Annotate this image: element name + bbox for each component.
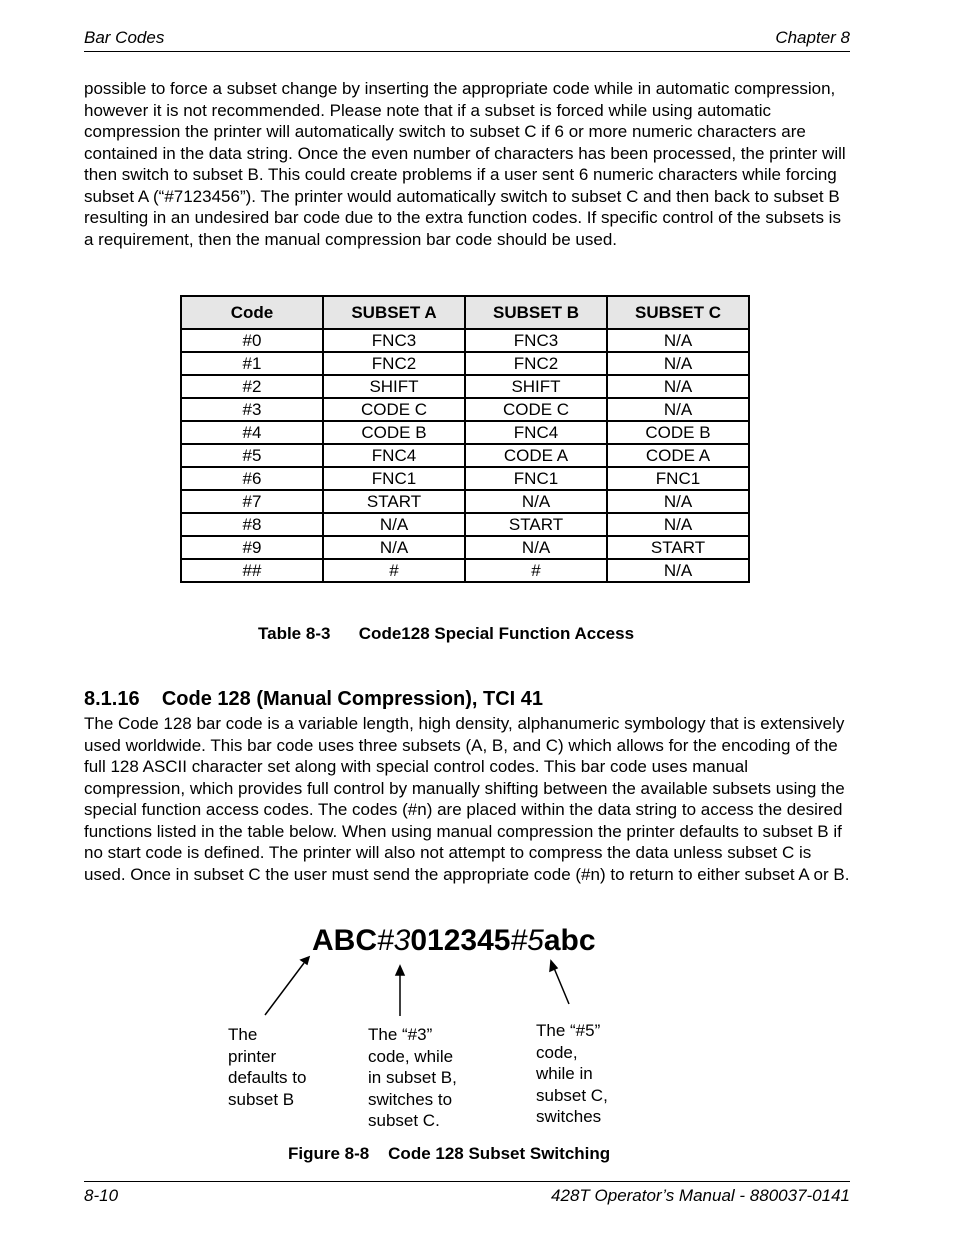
table-cell: # [465, 559, 607, 582]
note-line: subset C. [368, 1111, 440, 1130]
table-cell: N/A [323, 513, 465, 536]
table-cell: CODE A [607, 444, 749, 467]
table-cell: FNC3 [323, 329, 465, 352]
table-cell: CODE A [465, 444, 607, 467]
arrow-line [265, 963, 304, 1015]
table-caption-title: Code128 Special Function Access [358, 624, 635, 643]
table-cell: #2 [181, 375, 323, 398]
example-part: 012345 [410, 924, 511, 957]
note-default-subset [228, 1024, 306, 1110]
arrow-head [550, 961, 557, 971]
table-cell: ## [181, 559, 323, 582]
section-heading: 8.1.16 Code 128 (Manual Compression), TCI 41 [84, 688, 544, 710]
figure-caption-title: Code 128 Subset Switching [388, 1144, 611, 1163]
table-cell: CODE C [465, 398, 607, 421]
table-cell: FNC4 [465, 421, 607, 444]
page-footer [84, 1186, 850, 1208]
table-cell: #4 [181, 421, 323, 444]
note-line: subset C, [536, 1085, 608, 1105]
example-control-code: #5 [510, 924, 544, 957]
table-cell: FNC4 [323, 444, 465, 467]
table-cell: N/A [607, 329, 749, 352]
note-code-3 [368, 1024, 457, 1132]
example-part: abc [543, 924, 596, 957]
table-cell: N/A [323, 536, 465, 559]
note-line: The “#3” [368, 1025, 433, 1044]
note-code-5 [536, 1020, 608, 1128]
figure-caption-number: Figure 8-8 [288, 1144, 370, 1163]
table-cell: N/A [607, 490, 749, 513]
table-cell: #0 [181, 329, 323, 352]
note-line: The “#5” [536, 1021, 601, 1040]
arrow-head [301, 957, 309, 964]
table-cell: FNC3 [465, 329, 607, 352]
table-cell: START [465, 513, 607, 536]
note-line: The [228, 1025, 258, 1044]
table-cell: #5 [181, 444, 323, 467]
section-body: The Code 128 bar code is a variable length, high density, alphanumeric symbology that is extensively used worldwide. This bar code uses three subsets (A, B, and C) which allows for the encoding of the full 128 ASCII character set along with special control codes. This bar code uses manual compression, which provides full control by manually shifting between the available subsets using the special function access codes. The codes (#n) are placed within the data string to access the desired functions listed in the table below. When using manual compression the printer defaults to subset B if no start code is defined. The printer will also not attempt to compress the data unless subset C is used. Once in subset C the user must send the appropriate code (#n) to return to either subset A or B. [84, 714, 850, 884]
table-cell: N/A [607, 398, 749, 421]
footer-rule [84, 1181, 850, 1182]
page-number: 8-10 [84, 1186, 119, 1205]
table-cell: FNC1 [323, 467, 465, 490]
table-header-cell: SUBSET B [465, 296, 607, 329]
example-control-code: #3 [377, 924, 411, 957]
table-cell: FNC2 [323, 352, 465, 375]
note-line: code, while [368, 1046, 454, 1066]
header-section-title: Bar Codes [84, 28, 165, 47]
table-cell: FNC1 [465, 467, 607, 490]
table-cell: CODE B [607, 421, 749, 444]
table-header-cell: SUBSET C [607, 296, 749, 329]
table-cell: START [323, 490, 465, 513]
table-cell: CODE B [323, 421, 465, 444]
note-line: code, [536, 1042, 578, 1062]
note-line: in subset B, [368, 1068, 457, 1087]
note-line: subset B [228, 1089, 295, 1109]
table-caption-number: Table 8-3 [258, 624, 331, 643]
table-cell: FNC1 [607, 467, 749, 490]
table-cell: #1 [181, 352, 323, 375]
table-header-cell: SUBSET A [323, 296, 465, 329]
note-line: while in [536, 1064, 593, 1083]
manual-title: 428T Operator’s Manual - 880037-0141 [551, 1186, 850, 1205]
table-cell: N/A [607, 375, 749, 398]
table-cell: # [323, 559, 465, 582]
note-line: switches [536, 1107, 602, 1126]
table-cell: SHIFT [323, 375, 465, 398]
arrow-line [554, 968, 569, 1004]
header-chapter: Chapter 8 [775, 28, 850, 47]
arrow-head [396, 966, 404, 975]
table-cell: CODE C [323, 398, 465, 421]
note-line: switches to [368, 1089, 453, 1109]
table-cell: SHIFT [465, 375, 607, 398]
table-cell: N/A [607, 513, 749, 536]
table-cell: #9 [181, 536, 323, 559]
example-part: ABC [312, 924, 377, 957]
table-cell: N/A [607, 559, 749, 582]
table-cell: N/A [465, 490, 607, 513]
table-cell: #7 [181, 490, 323, 513]
note-line: defaults to [228, 1068, 307, 1087]
note-line: printer [228, 1046, 277, 1066]
table-cell: #3 [181, 398, 323, 421]
table-header-cell: Code [181, 296, 323, 329]
table-cell: N/A [607, 352, 749, 375]
figure-caption [288, 1144, 610, 1164]
table-cell: #8 [181, 513, 323, 536]
table-cell: FNC2 [465, 352, 607, 375]
table-cell: N/A [465, 536, 607, 559]
intro-paragraph: possible to force a subset change by inserting the appropriate code while in automatic compression, however it is not recommended. Please note that if a subset is forced while using automatic compression the printer will automatically switch to subset C if 6 or more numeric characters are contained in the data string. Once the even number of characters has been processed, the printer will then switch to subset B. This could create problems if a user sent 6 numeric characters while forcing subset A (“#7123456”). The printer would automatically switch to subset C and then back to subset B resulting in an undesired bar code due to the extra function codes. If specific control of the subsets is a requirement, then the manual compression bar code should be used. [84, 79, 846, 249]
table-cell: #6 [181, 467, 323, 490]
table-cell: START [607, 536, 749, 559]
